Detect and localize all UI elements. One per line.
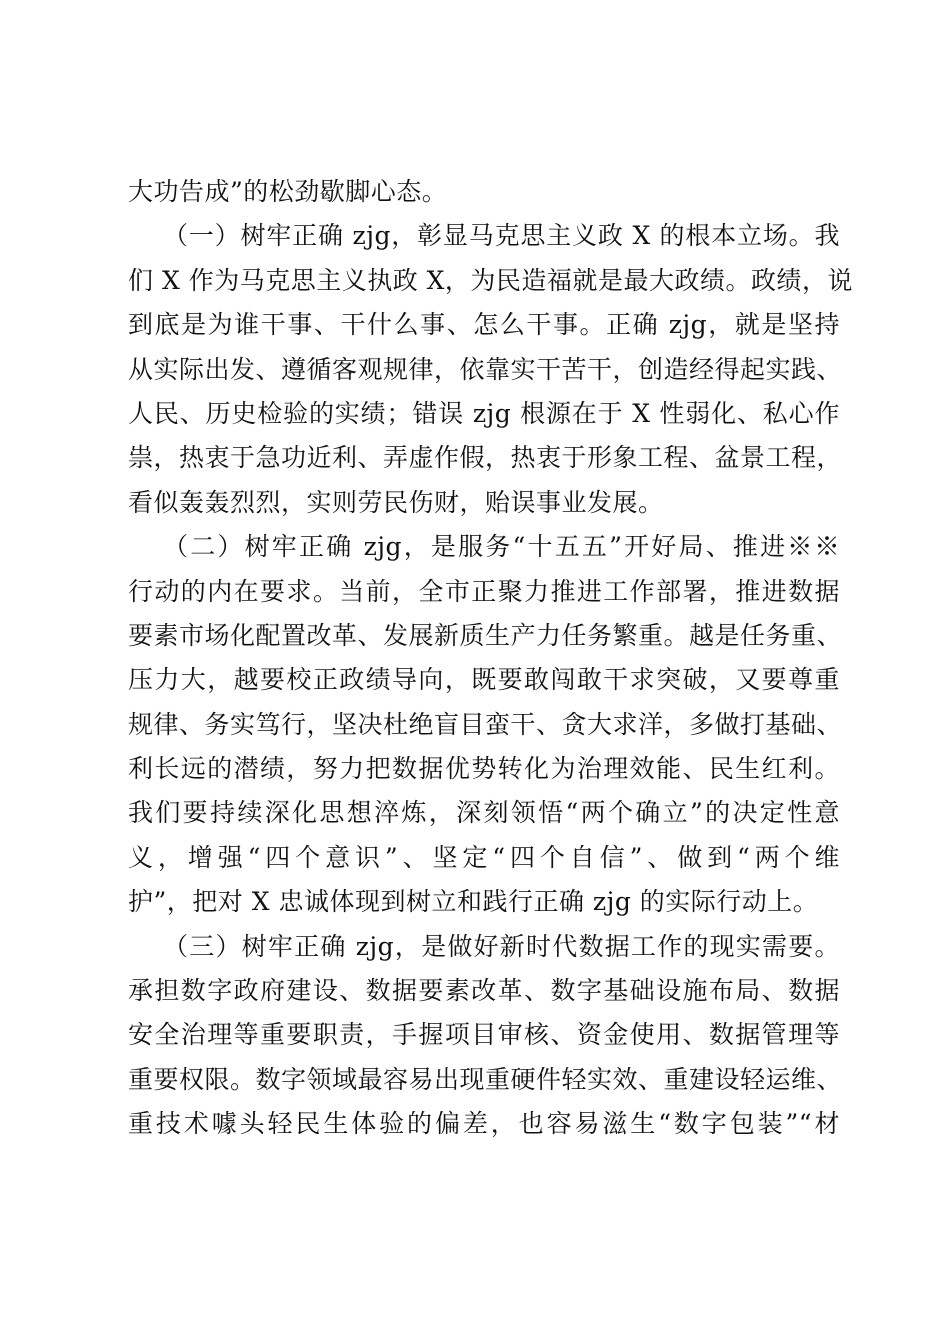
text-line: 规律、务实笃行，坚决杜绝盲目蛮干、贪大求洋，多做打基础、 bbox=[128, 709, 843, 739]
text-line: 大功告成”的松劲歇脚心态。 bbox=[128, 177, 448, 206]
text-line: 重技术噱头轻民生体验的偏差，也容易滋生“数字包装”“材 bbox=[128, 1109, 840, 1139]
text-line: 行动的内在要求。当前，全市正聚力推进工作部署，推进数据 bbox=[128, 576, 840, 606]
text-line: 利长远的潜绩，努力把数据优势转化为治理效能、民生红利。 bbox=[128, 754, 840, 784]
text-line: 到底是为谁干事、干什么事、怎么干事。正确 zjg，就是坚持 bbox=[128, 310, 840, 340]
body-text bbox=[128, 170, 853, 1147]
text-line: 们 X 作为马克思主义执政 X，为民造福就是最大政绩。政绩，说 bbox=[128, 265, 853, 295]
text-line: （二）树牢正确 zjg，是服务“十五五”开好局、推进※※ bbox=[163, 532, 840, 562]
text-line: 要素市场化配置改革、发展新质生产力任务繁重。越是任务重、 bbox=[128, 620, 843, 650]
text-line: 从实际出发、遵循客观规律，依靠实干苦干，创造经得起实践、 bbox=[128, 354, 843, 384]
text-line: 重要权限。数字领域最容易出现重硬件轻实效、重建设轻运维、 bbox=[128, 1064, 843, 1094]
text-line: 祟，热衷于急功近利、弄虚作假，热衷于形象工程、盆景工程， bbox=[128, 443, 843, 473]
text-line: 安全治理等重要职责，手握项目审核、资金使用、数据管理等 bbox=[128, 1020, 840, 1050]
text-line: 人民、历史检验的实绩；错误 zjg 根源在于 X 性弱化、私心作 bbox=[128, 398, 840, 428]
text-line: 我们要持续深化思想淬炼，深刻领悟“两个确立”的决定性意 bbox=[128, 798, 840, 828]
text-line: 承担数字政府建设、数据要素改革、数字基础设施布局、数据 bbox=[128, 976, 840, 1006]
text-line: （三）树牢正确 zjg，是做好新时代数据工作的现实需要。 bbox=[163, 931, 840, 961]
text-line: 义，增强“四个意识”、坚定“四个自信”、做到“两个维 bbox=[128, 842, 840, 872]
text-line: 护”，把对 X 忠诚体现到树立和践行正确 zjg 的实际行动上。 bbox=[128, 887, 819, 917]
text-line: （一）树牢正确 zjg，彰显马克思主义政 X 的根本立场。我 bbox=[163, 221, 840, 251]
text-line: 看似轰轰烈烈，实则劳民伤财，贻误事业发展。 bbox=[128, 487, 664, 517]
text-line: 压力大，越要校正政绩导向，既要敢闯敢干求突破，又要尊重 bbox=[128, 665, 840, 695]
